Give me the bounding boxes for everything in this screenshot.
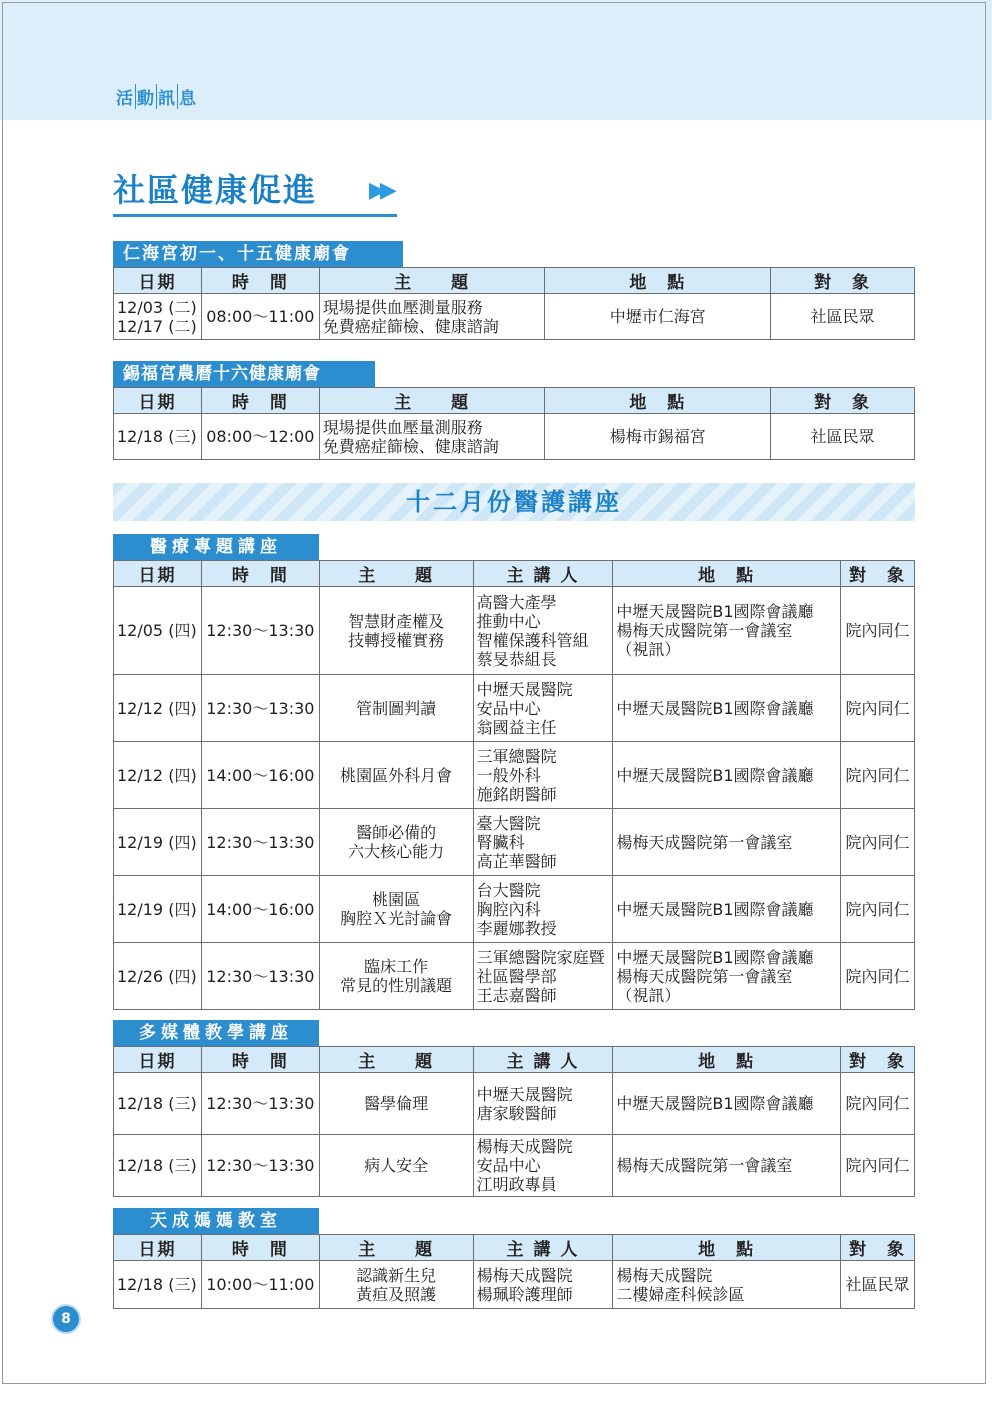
speaker-cell: [473, 876, 613, 943]
medical-lecture-table: [113, 560, 915, 1010]
section-tag-xifu: 錫福宮農曆十六健康廟會: [113, 361, 375, 387]
date-cell: [114, 294, 202, 340]
date-cell: 12/18 (三): [114, 414, 202, 460]
table-row: [114, 1073, 915, 1135]
date-cell: 12/18 (三): [114, 1135, 202, 1197]
audience-cell: 院內同仁: [841, 943, 915, 1010]
topic-line: 智慧財產權及: [348, 611, 445, 631]
audience-cell: 院內同仁: [841, 742, 915, 809]
location-cell: [613, 675, 841, 742]
location-line: 二樓婦產科候診區: [616, 1284, 745, 1304]
audience-cell: 社區民眾: [841, 1261, 915, 1309]
speaker-line: 翁國益主任: [476, 717, 557, 737]
location-line: 楊梅天成醫院: [616, 1265, 713, 1285]
speaker-line: 高芷華醫師: [476, 851, 557, 871]
topic-line: 醫學倫理: [364, 1094, 429, 1113]
topic-cell: [319, 587, 473, 675]
col-header: 主 題: [319, 561, 473, 587]
col-header: 主 題: [319, 1047, 473, 1073]
audience-cell: 社區民眾: [771, 414, 915, 460]
location-line: （視訊）: [616, 985, 681, 1005]
header-char: 動: [136, 84, 157, 109]
location-line: 中壢天晟醫院B1國際會議廳: [616, 1094, 814, 1113]
speaker-line: 安品中心: [476, 698, 541, 718]
location-line: （視訊）: [616, 640, 681, 659]
col-header: 主 題: [319, 268, 545, 294]
topic-line: 免費癌症篩檢、健康諮詢: [322, 436, 499, 456]
table-row: [114, 943, 915, 1010]
location-cell: [613, 587, 841, 675]
section-tag-renhai: 仁海宮初一、十五健康廟會: [113, 241, 403, 267]
location-cell: 楊梅市錫福宮: [545, 414, 771, 460]
topic-line: 管制圖判讀: [356, 698, 437, 718]
speaker-cell: [473, 1073, 613, 1135]
audience-cell: 院內同仁: [841, 876, 915, 943]
speaker-line: 社區醫學部: [476, 966, 557, 986]
speaker-cell: [473, 943, 613, 1010]
page-title-block: [113, 170, 397, 217]
speaker-cell: [473, 1135, 613, 1197]
header-char: 息: [179, 89, 197, 109]
col-header: 日期: [114, 1047, 202, 1073]
time-cell: 08:00～11:00: [201, 294, 319, 340]
speaker-line: 江明政專員: [476, 1175, 557, 1194]
speaker-line: 一般外科: [476, 765, 541, 785]
topic-line: 免費癌症篩檢、健康諮詢: [322, 316, 499, 336]
col-header: 時 間: [201, 268, 319, 294]
topic-line: 臨床工作: [364, 957, 429, 976]
topic-cell: [319, 742, 473, 809]
topic-cell: [319, 294, 545, 340]
topic-cell: [319, 414, 545, 460]
time-cell: 12:30～13:30: [201, 675, 319, 742]
location-line: 中壢天晟醫院B1國際會議廳: [616, 765, 814, 785]
time-cell: 10:00～11:00: [201, 1261, 319, 1309]
col-header: 日期: [114, 561, 202, 587]
location-cell: [613, 876, 841, 943]
speaker-cell: [473, 675, 613, 742]
speaker-line: 胸腔內科: [476, 899, 541, 919]
col-header: 對 象: [771, 388, 915, 414]
speaker-line: 台大醫院: [476, 880, 541, 900]
topic-line: 技轉授權實務: [348, 630, 445, 650]
date-cell: 12/12 (四): [114, 675, 202, 742]
location-cell: 中壢市仁海宮: [545, 294, 771, 340]
time-cell: 14:00～16:00: [201, 876, 319, 943]
table-header-row: [114, 268, 915, 294]
speaker-cell: [473, 809, 613, 876]
col-header: 時 間: [201, 1047, 319, 1073]
speaker-line: 王志嘉醫師: [476, 985, 557, 1005]
multimedia-lecture-table: [113, 1046, 915, 1197]
table-row: [114, 414, 915, 460]
topic-cell: [319, 675, 473, 742]
table-row: [114, 1261, 915, 1309]
topic-line: 胸腔Ｘ光討論會: [340, 909, 453, 928]
audience-cell: 社區民眾: [771, 294, 915, 340]
table-header-row: [114, 388, 915, 414]
speaker-line: 臺大醫院: [476, 813, 541, 833]
section-tag-multimedia: 多媒體教學講座: [113, 1020, 319, 1046]
lecture-banner: 十二月份醫護講座: [113, 483, 915, 521]
location-line: 中壢天晟醫院B1國際會議廳: [616, 899, 814, 919]
audience-cell: 院內同仁: [841, 1135, 915, 1197]
time-cell: 08:00～12:00: [201, 414, 319, 460]
table-row: [114, 876, 915, 943]
date-cell: 12/19 (四): [114, 876, 202, 943]
header-char: 訊: [157, 84, 178, 109]
col-header: 時 間: [201, 1235, 319, 1261]
audience-cell: 院內同仁: [841, 675, 915, 742]
col-header: 時 間: [201, 561, 319, 587]
speaker-line: 李麗娜教授: [476, 918, 557, 938]
table-row: [114, 809, 915, 876]
col-header: 對 象: [841, 561, 915, 587]
section-tag-medical: 醫療專題講座: [113, 534, 319, 560]
col-header: 主 題: [319, 1235, 473, 1261]
date-cell: 12/12 (四): [114, 742, 202, 809]
location-line: 楊梅天成醫院第一會議室: [616, 621, 793, 640]
audience-cell: 院內同仁: [841, 809, 915, 876]
topic-line: 現場提供血壓量測服務: [322, 417, 483, 437]
section-tag-mother: 天成媽媽教室: [113, 1208, 319, 1234]
topic-line: 黃疸及照護: [356, 1284, 437, 1304]
speaker-line: 中壢天晟醫院: [476, 1084, 573, 1104]
location-cell: [613, 1261, 841, 1309]
time-cell: 12:30～13:30: [201, 809, 319, 876]
location-line: 中壢天晟醫院B1國際會議廳: [616, 947, 814, 967]
speaker-line: 腎臟科: [476, 832, 525, 852]
location-line: 中壢天晟醫院B1國際會議廳: [616, 602, 814, 621]
topic-line: 桃園區: [372, 890, 421, 909]
double-arrow-icon: ▶▶: [369, 178, 391, 203]
date-line: 12/17 (二): [117, 316, 197, 336]
speaker-line: 推動中心: [476, 611, 541, 631]
speaker-cell: [473, 587, 613, 675]
time-cell: 12:30～13:30: [201, 1135, 319, 1197]
date-cell: 12/18 (三): [114, 1261, 202, 1309]
audience-cell: 院內同仁: [841, 587, 915, 675]
col-header: 對 象: [841, 1047, 915, 1073]
col-header: 日期: [114, 388, 202, 414]
date-cell: 12/18 (三): [114, 1073, 202, 1135]
speaker-line: 唐家駿醫師: [476, 1103, 557, 1123]
speaker-line: 高醫大產學: [476, 592, 557, 612]
table-row: [114, 587, 915, 675]
col-header: 主 講 人: [473, 561, 613, 587]
table-row: [114, 1135, 915, 1197]
location-cell: [613, 943, 841, 1010]
speaker-line: 智權保護科管組: [476, 630, 589, 650]
page-title: 社區健康促進: [113, 171, 318, 209]
col-header: 地 點: [613, 561, 841, 587]
speaker-line: 楊梅天成醫院: [476, 1265, 573, 1285]
speaker-line: 三軍總醫院: [476, 746, 557, 766]
location-line: 楊梅天成醫院第一會議室: [616, 1156, 793, 1175]
col-header: 主 講 人: [473, 1235, 613, 1261]
location-cell: [613, 1135, 841, 1197]
topic-line: 病人安全: [364, 1156, 429, 1175]
time-cell: 12:30～13:30: [201, 1073, 319, 1135]
col-header: 對 象: [771, 268, 915, 294]
topic-line: 認識新生兒: [356, 1265, 437, 1285]
table-row: [114, 294, 915, 340]
topic-cell: [319, 1261, 473, 1309]
topic-cell: [319, 1073, 473, 1135]
location-line: 楊梅天成醫院第一會議室: [616, 966, 793, 986]
topic-line: 醫師必備的: [356, 823, 437, 842]
table-row: [114, 675, 915, 742]
page-number: 8: [51, 1304, 81, 1334]
speaker-line: 施銘朗醫師: [476, 784, 557, 804]
xifu-table: [113, 387, 915, 460]
location-cell: [613, 809, 841, 876]
speaker-line: 中壢天晟醫院: [476, 679, 573, 699]
topic-line: 現場提供血壓測量服務: [322, 297, 483, 317]
speaker-line: 安品中心: [476, 1156, 541, 1175]
mother-class-table: [113, 1234, 915, 1309]
table-header-row: [114, 561, 915, 587]
time-cell: 14:00～16:00: [201, 742, 319, 809]
col-header: 地 點: [545, 388, 771, 414]
table-row: [114, 742, 915, 809]
col-header: 地 點: [613, 1047, 841, 1073]
audience-cell: 院內同仁: [841, 1073, 915, 1135]
speaker-line: 楊珮聆護理師: [476, 1284, 573, 1304]
date-line: 12/03 (二): [117, 297, 197, 317]
speaker-line: 三軍總醫院家庭暨: [476, 947, 605, 967]
col-header: 對 象: [841, 1235, 915, 1261]
col-header: 日期: [114, 268, 202, 294]
table-header-row: [114, 1047, 915, 1073]
topic-line: 六大核心能力: [348, 842, 445, 861]
col-header: 主 講 人: [473, 1047, 613, 1073]
col-header: 地 點: [545, 268, 771, 294]
header-label: [115, 84, 198, 109]
date-cell: 12/05 (四): [114, 587, 202, 675]
location-cell: [613, 742, 841, 809]
time-cell: 12:30～13:30: [201, 943, 319, 1010]
topic-line: 常見的性別議題: [340, 976, 453, 995]
topic-cell: [319, 1135, 473, 1197]
col-header: 時 間: [201, 388, 319, 414]
speaker-line: 蔡旻恭組長: [476, 649, 557, 669]
time-cell: 12:30～13:30: [201, 587, 319, 675]
topic-line: 桃園區外科月會: [340, 765, 453, 785]
location-cell: [613, 1073, 841, 1135]
date-cell: 12/19 (四): [114, 809, 202, 876]
date-cell: 12/26 (四): [114, 943, 202, 1010]
col-header: 地 點: [613, 1235, 841, 1261]
col-header: 主 題: [319, 388, 545, 414]
header-char: 活: [115, 84, 136, 109]
speaker-cell: [473, 1261, 613, 1309]
renhai-table: [113, 267, 915, 340]
location-line: 楊梅天成醫院第一會議室: [616, 832, 793, 852]
location-line: 中壢天晟醫院B1國際會議廳: [616, 698, 814, 718]
table-header-row: [114, 1235, 915, 1261]
topic-cell: [319, 876, 473, 943]
speaker-line: 楊梅天成醫院: [476, 1137, 573, 1156]
topic-cell: [319, 943, 473, 1010]
topic-cell: [319, 809, 473, 876]
col-header: 日期: [114, 1235, 202, 1261]
speaker-cell: [473, 742, 613, 809]
